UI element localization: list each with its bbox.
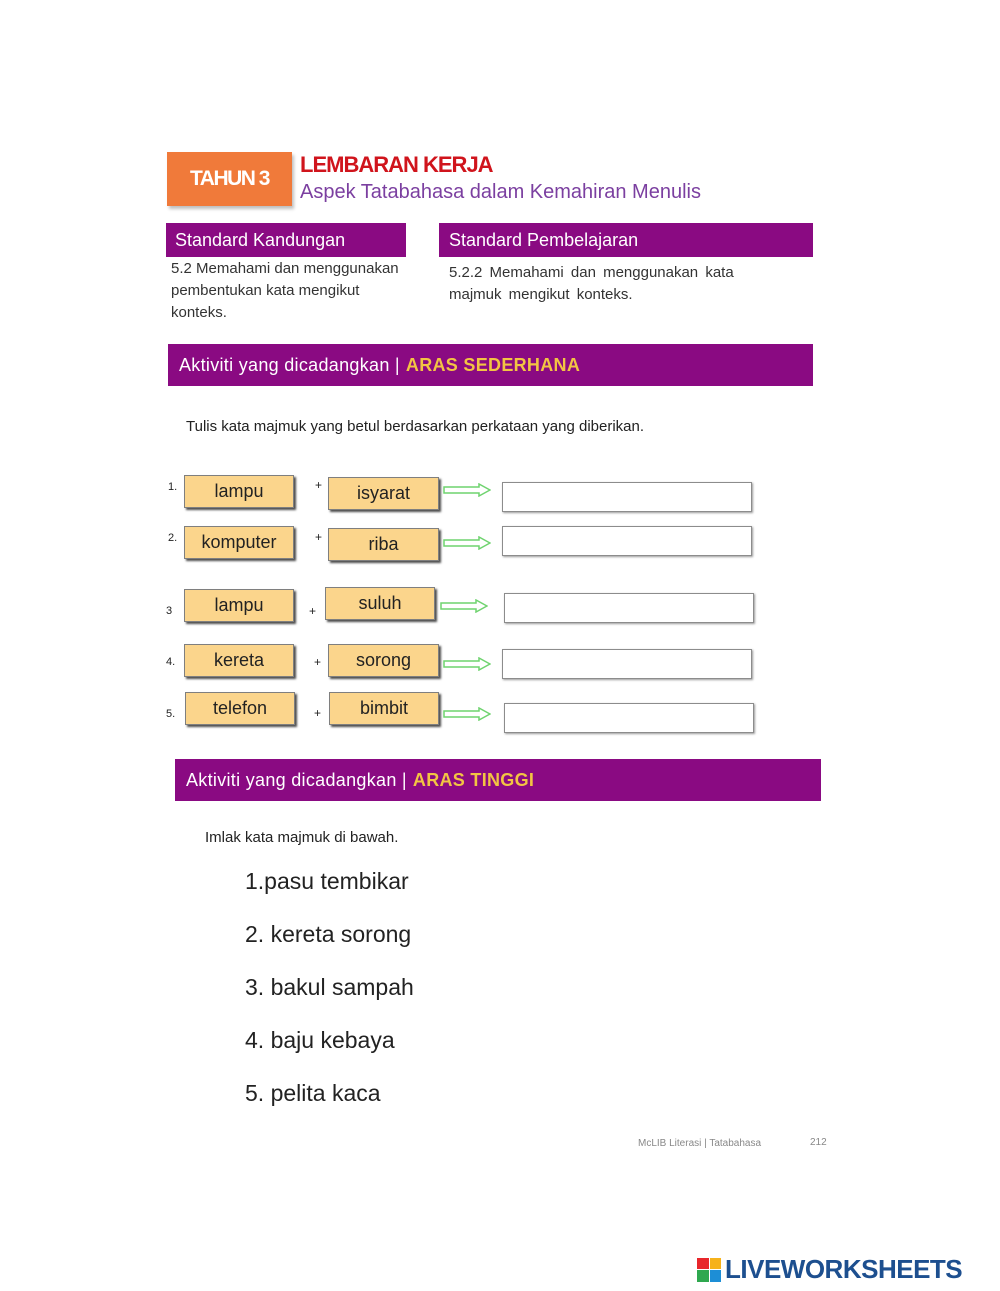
dictation-item: 4. baju kebaya: [245, 1027, 395, 1053]
dictation-item: 3. bakul sampah: [245, 974, 414, 1000]
standard-kandungan-text: 5.2 Memahami dan menggunakan pembentukan kata mengikut konteks.: [171, 260, 399, 321]
page-number: 212: [810, 1137, 827, 1148]
word-box-second: riba: [328, 528, 439, 561]
worksheet-title: LEMBARAN KERJA: [300, 152, 493, 177]
dictation-item: 5. pelita kaca: [245, 1080, 381, 1106]
activity-label: Aktiviti yang dicadangkan |: [186, 769, 407, 790]
answer-input[interactable]: [504, 593, 754, 623]
activity-tinggi-instruction: Imlak kata majmuk di bawah.: [205, 829, 399, 846]
arrow-right-icon: [443, 657, 491, 671]
plus-sign: +: [314, 655, 322, 669]
row-number: 5.: [166, 708, 176, 720]
answer-input[interactable]: [502, 649, 752, 679]
row-number: 2.: [168, 532, 178, 544]
plus-sign: +: [309, 604, 317, 618]
word-box-second: sorong: [328, 644, 439, 677]
word-box-first: komputer: [184, 526, 294, 559]
activity-level: ARAS SEDERHANA: [405, 354, 581, 375]
plus-sign: +: [315, 530, 323, 544]
liveworksheets-logo[interactable]: [697, 1254, 962, 1285]
arrow-right-icon: [443, 483, 491, 497]
arrow-right-icon: [440, 599, 488, 613]
activity-level: ARAS TINGGI: [412, 769, 535, 790]
footer-source: McLIB Literasi | Tatabahasa: [638, 1138, 762, 1149]
word-box-first: telefon: [185, 692, 295, 725]
word-box-second: bimbit: [329, 692, 439, 725]
word-box-first: lampu: [184, 475, 294, 508]
answer-input[interactable]: [502, 526, 752, 556]
activity-sederhana-instruction: Tulis kata majmuk yang betul berdasarkan perkataan yang diberikan.: [186, 418, 645, 435]
standard-pembelajaran-heading: Standard Pembelajaran: [439, 223, 813, 257]
plus-sign: +: [315, 478, 323, 492]
activity-tinggi-heading: [175, 759, 821, 801]
row-number: 3: [166, 605, 173, 617]
plus-sign: +: [314, 706, 322, 720]
dictation-item: 1.pasu tembikar: [245, 868, 409, 894]
word-box-second: isyarat: [328, 477, 439, 510]
standard-kandungan-heading: Standard Kandungan: [166, 223, 406, 257]
year-badge: TAHUN 3: [167, 152, 292, 206]
standard-pembelajaran-text: 5.2.2 Memahami dan menggunakan kata majmuk mengikut konteks.: [449, 264, 734, 303]
dictation-item: 2. kereta sorong: [245, 921, 412, 947]
row-number: 4.: [166, 656, 176, 668]
worksheet-subtitle: Aspek Tatabahasa dalam Kemahiran Menulis: [300, 181, 701, 203]
liveworksheets-wordmark: LIVEWORKSHEETS: [725, 1254, 963, 1284]
word-box-first: lampu: [184, 589, 294, 622]
row-number: 1.: [168, 481, 178, 493]
activity-sederhana-heading: [168, 344, 813, 386]
word-box-first: kereta: [184, 644, 294, 677]
arrow-right-icon: [443, 707, 491, 721]
activity-label: Aktiviti yang dicadangkan |: [179, 354, 400, 375]
word-box-second: suluh: [325, 587, 435, 620]
answer-input[interactable]: [502, 482, 752, 512]
arrow-right-icon: [443, 536, 491, 550]
answer-input[interactable]: [504, 703, 754, 733]
liveworksheets-logo-icon: [697, 1258, 721, 1282]
